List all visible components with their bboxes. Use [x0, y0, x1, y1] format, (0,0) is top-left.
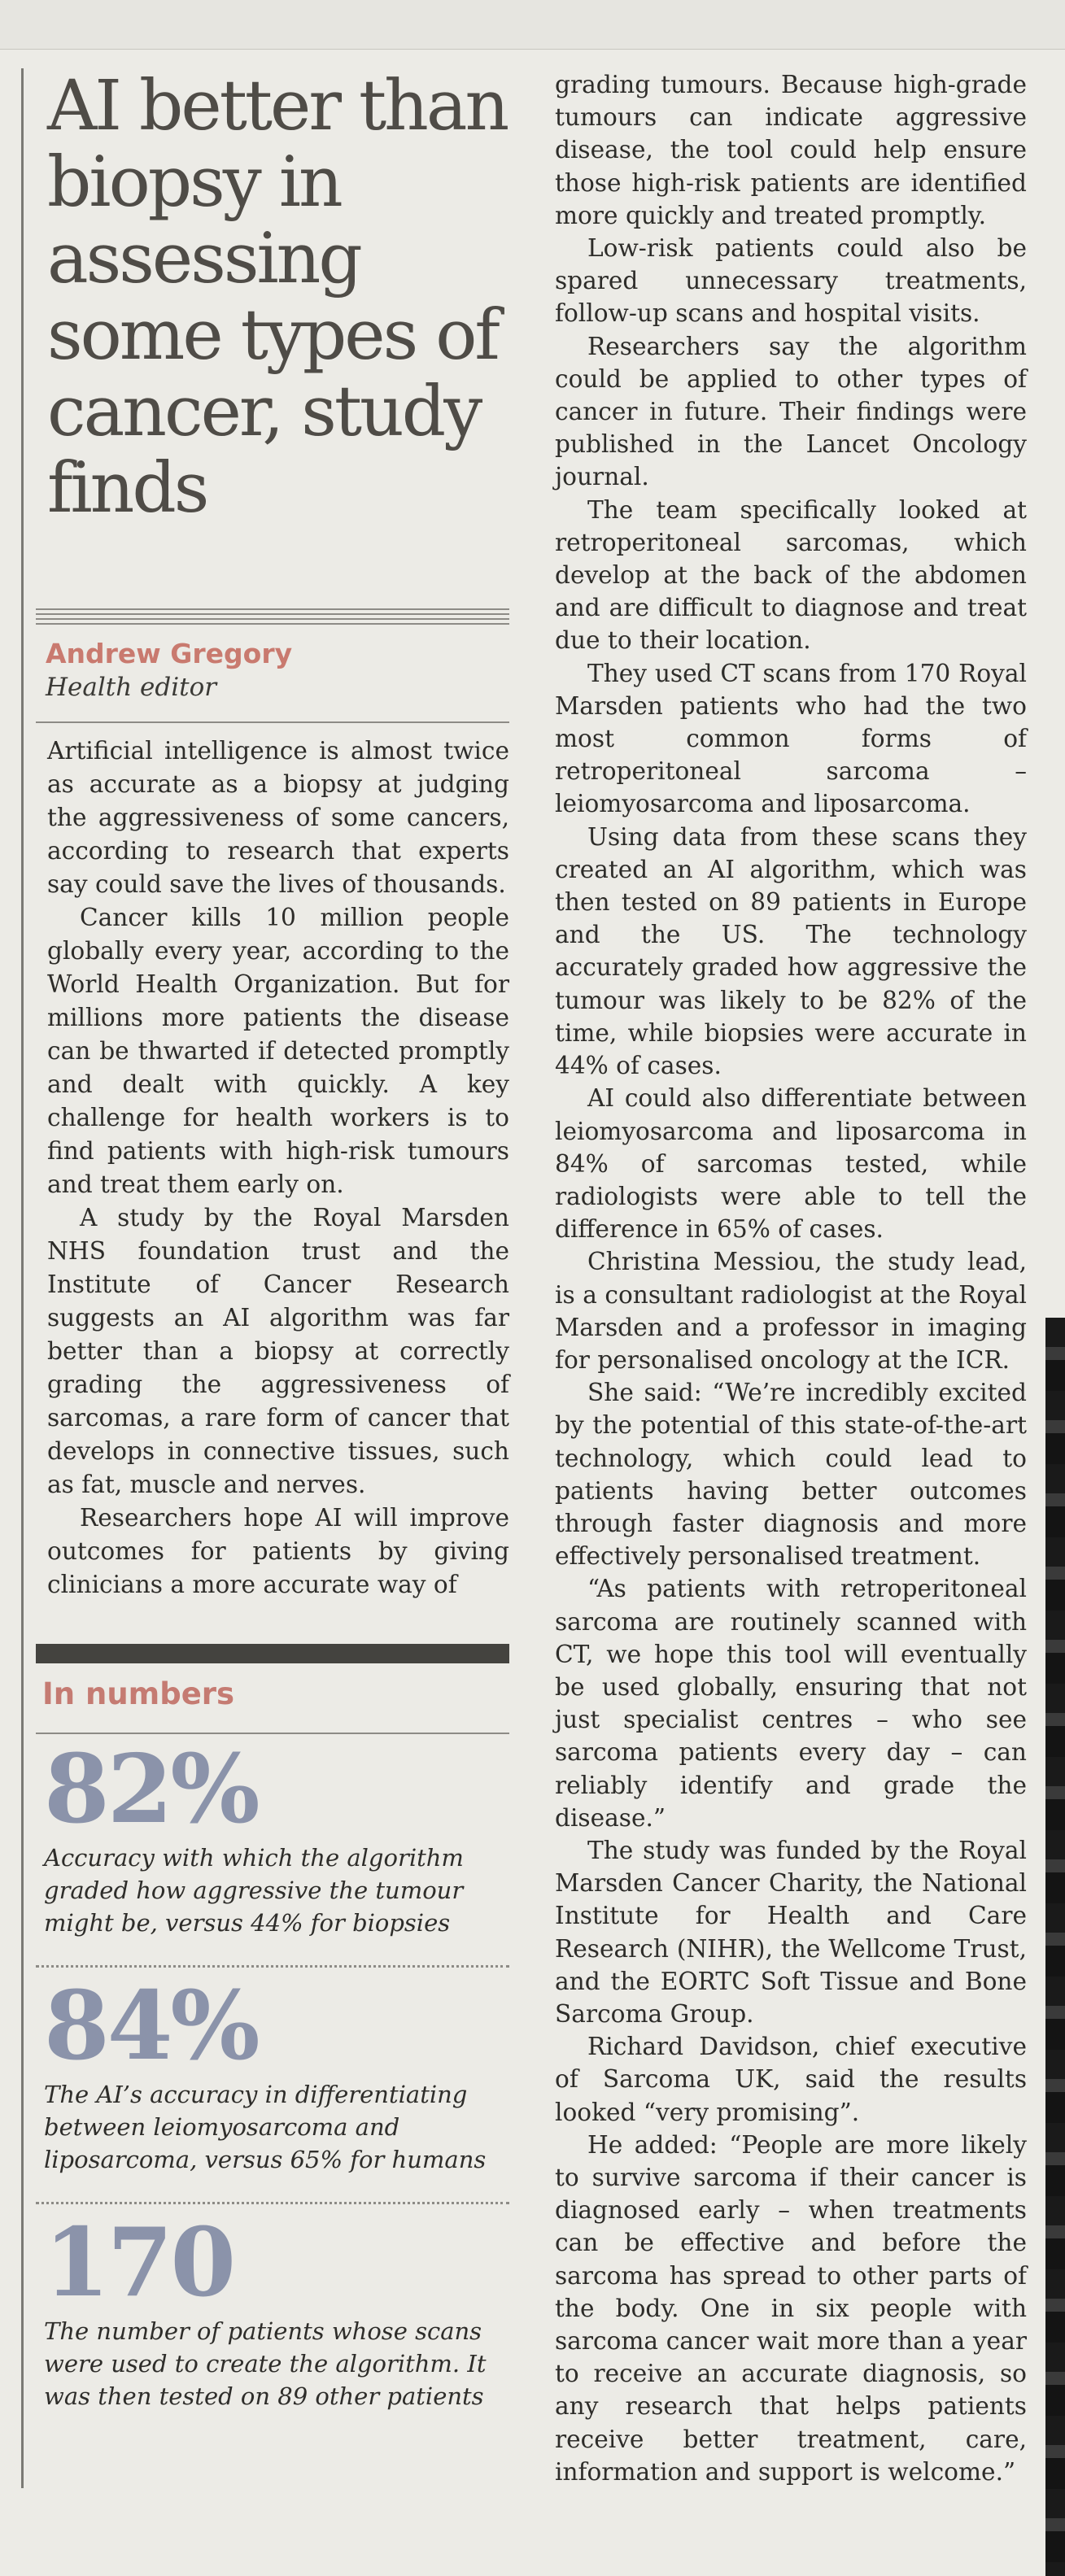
headline: AI better than biopsy in assessing some types of cancer, study finds: [47, 66, 508, 529]
paragraph: Researchers say the algorithm could be applied to other types of cancer in future. Their findings were published in the Lancet Oncology journal.: [555, 332, 1027, 491]
stat-divider: [36, 2202, 509, 2204]
stat-caption: Accuracy with which the algorithm graded how aggressive the tumour might be, versus 44% for biopsies: [44, 1844, 464, 1937]
byline-rules: [36, 608, 509, 626]
paragraph: She said: “We’re incredibly excited by the potential of this state-of-the-art technology, which could lead to patients having better outcomes through faster diagnosis and more effectively personalised treatment.: [555, 1379, 1027, 1571]
stat-block: [36, 1734, 509, 1957]
byline-role: Health editor: [46, 673, 217, 702]
article-left-column: [36, 68, 509, 2430]
stat-value: 84%: [44, 1971, 258, 2081]
stat-divider: [36, 1965, 509, 1968]
torn-paper-edge: [1045, 1318, 1065, 2576]
column-left-rule: [21, 68, 24, 2488]
stat-caption: The AI’s accuracy in differentiating between leiomyosarcoma and liposarcoma, versus 65% for humans: [44, 2081, 487, 2173]
in-numbers-title: In numbers: [42, 1676, 235, 1711]
stat-caption: The number of patients whose scans were used to create the algorithm. It was then tested on 89 other patients: [44, 2317, 487, 2410]
paragraph: The study was funded by the Royal Marsden Cancer Charity, the National Institute for Health and Care Research (NIHR), the Wellcome Trust, and the EORTC Soft Tissue and Bone Sarcoma Group.: [555, 1836, 1027, 2028]
stat-block: [36, 1971, 509, 2194]
stat-block: [36, 2208, 509, 2430]
clipping-top-strip: [0, 0, 1065, 50]
byline-name: Andrew Gregory: [46, 638, 293, 669]
byline-divider: [36, 721, 509, 723]
in-numbers-bar: [36, 1644, 509, 1663]
paragraph: Cancer kills 10 million people globally every year, according to the World Health Organization. But for millions more patients the disease can be thwarted if detected promptly and dealt with quickly. A key challenge for health workers is to find patients with high-risk tumours and treat them early on.: [47, 904, 509, 1198]
paragraph: AI could also differentiate between leiomyosarcoma and liposarcoma in 84% of sarcomas tested, while radiologists were able to tell the difference in 65% of cases.: [555, 1084, 1027, 1244]
paragraph: Christina Messiou, the study lead, is a consultant radiologist at the Royal Marsden and a professor in imaging for personalised oncology at the ICR.: [555, 1248, 1027, 1374]
stat-value: 170: [44, 2208, 234, 2318]
paragraph: A study by the Royal Marsden NHS foundation trust and the Institute of Cancer Research suggests an AI algorithm was far better than a biopsy at correctly grading the aggressiveness of sarcomas, a rare form of cancer that develops in connective tissues, such as fat, muscle and nerves.: [47, 1204, 509, 1498]
paragraph: Artificial intelligence is almost twice as accurate as a biopsy at judging the aggressiveness of some cancers, according to research that experts say could save the lives of thousands.: [47, 737, 509, 898]
paragraph: grading tumours. Because high-grade tumours can indicate aggressive disease, the tool could help ensure those high-risk patients are identified more quickly and treated promptly.: [555, 71, 1027, 229]
paragraph: The team specifically looked at retroperitoneal sarcomas, which develop at the back of the abdomen and are difficult to diagnose and treat due to their location.: [555, 495, 1027, 655]
paragraph: Richard Davidson, chief executive of Sarcoma UK, said the results looked “very promising”.: [555, 2033, 1027, 2126]
article-right-column: [555, 68, 1027, 2488]
paragraph: Researchers hope AI will improve outcomes for patients by giving clinicians a more accurate way of: [47, 1504, 509, 1598]
paragraph: They used CT scans from 170 Royal Marsden patients who had the two most common forms of retroperitoneal sarcoma – leiomyosarcoma and liposarcoma.: [555, 659, 1027, 818]
left-body-text: [36, 734, 509, 1602]
paragraph: Low-risk patients could also be spared unnecessary treatments, follow-up scans and hospital visits.: [555, 234, 1027, 328]
stat-value: 82%: [44, 1734, 258, 1845]
paragraph: He added: “People are more likely to survive sarcoma if their cancer is diagnosed early – when treatments can be effective and before the sarcoma has spread to other parts of the body. One in six people with sarcoma cancer wait more than a year to receive an accurate diagnosis, so any research that helps patients receive better treatment, care, information and support is welcome.”: [555, 2130, 1027, 2486]
paragraph: “As patients with retroperitoneal sarcoma are routinely scanned with CT, we hope this tool will eventually be used globally, ensuring that not just specialist centres – who see sarcoma patients every day – can reliably identify and grade the disease.”: [555, 1575, 1027, 1832]
paragraph: Using data from these scans they created an AI algorithm, which was then tested on 89 patients in Europe and the US. The technology accurately graded how aggressive the tumour was likely to be 82% of the time, while biopsies were accurate in 44% of cases.: [555, 822, 1027, 1080]
